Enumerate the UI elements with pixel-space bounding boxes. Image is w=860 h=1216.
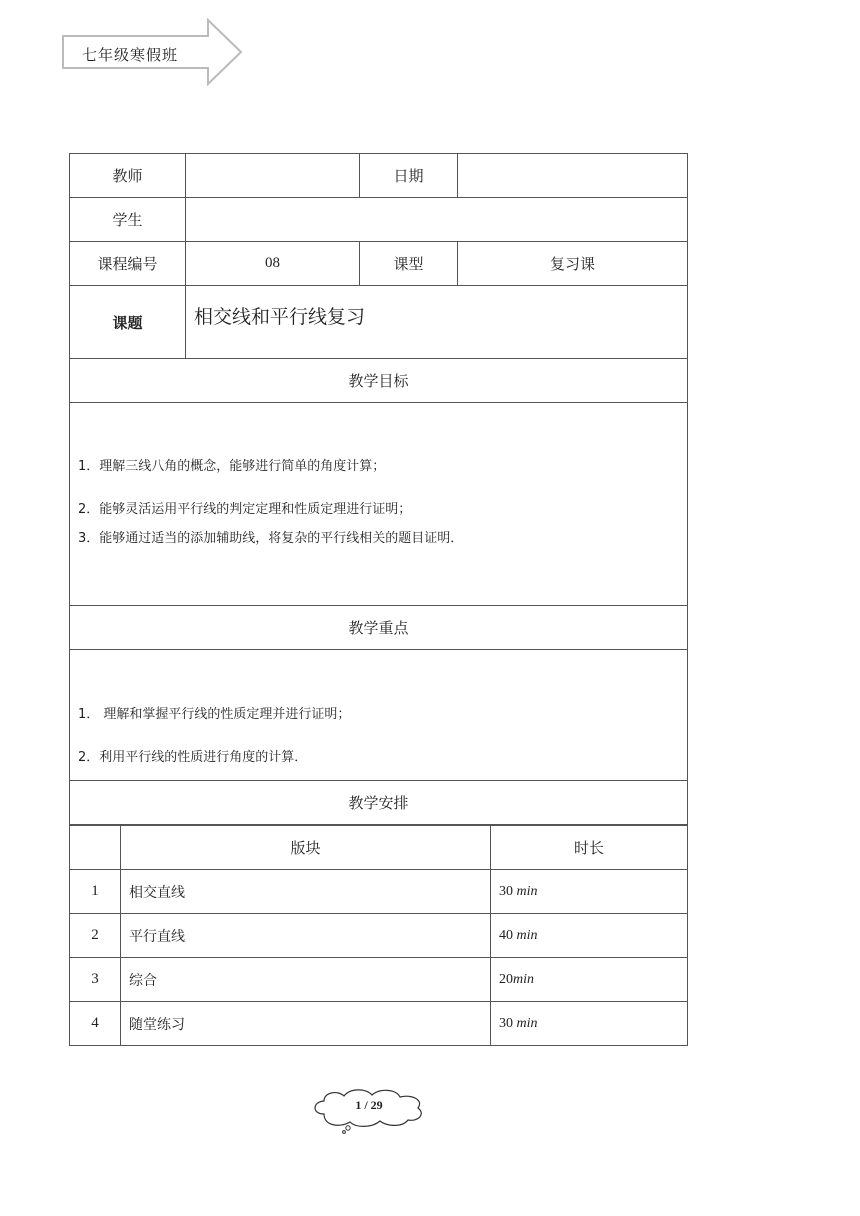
table-header-row [70, 826, 688, 870]
list-item: 3．能够通过适当的添加辅助线，将复杂的平行线相关的题目证明． [78, 531, 464, 546]
teacher-value [186, 154, 360, 198]
table-row [70, 914, 688, 958]
table-row [70, 650, 688, 781]
block-name: 相交直线 [121, 870, 491, 914]
no-column-header [70, 826, 121, 870]
student-label: 学生 [70, 198, 186, 242]
course-type-label: 课型 [360, 242, 458, 286]
date-label: 日期 [360, 154, 458, 198]
topic-value: 相交线和平行线复习 [186, 286, 688, 359]
row-number: 4 [70, 1002, 121, 1046]
table-row [70, 286, 688, 359]
focus-list [70, 650, 688, 781]
goals-list [70, 403, 688, 606]
table-row [70, 198, 688, 242]
table-row [70, 781, 688, 825]
block-column-header: 版块 [121, 826, 491, 870]
teacher-label: 教师 [70, 154, 186, 198]
table-row [70, 1002, 688, 1046]
page-indicator [310, 1086, 428, 1134]
table-row [70, 870, 688, 914]
block-name: 综合 [121, 958, 491, 1002]
course-type-value: 复习课 [458, 242, 688, 286]
block-name: 随堂练习 [121, 1002, 491, 1046]
duration: 30 min [491, 1002, 688, 1046]
course-no-value: 08 [186, 242, 360, 286]
page-number: 1 / 29 [355, 1098, 383, 1112]
list-item: 1． 理解和掌握平行线的性质定理并进行证明； [78, 707, 351, 722]
table-row [70, 403, 688, 606]
schedule-table [69, 825, 688, 1046]
row-number: 2 [70, 914, 121, 958]
table-row [70, 958, 688, 1002]
duration: 30 min [491, 870, 688, 914]
table-row [70, 154, 688, 198]
goals-heading: 教学目标 [70, 359, 688, 403]
course-no-label: 课程编号 [70, 242, 186, 286]
student-value [186, 198, 688, 242]
list-item: 2．利用平行线的性质进行角度的计算． [78, 750, 308, 765]
focus-heading: 教学重点 [70, 606, 688, 650]
date-value [458, 154, 688, 198]
table-row [70, 359, 688, 403]
list-item: 1．理解三线八角的概念，能够进行简单的角度计算； [78, 459, 386, 474]
list-item: 2．能够灵活运用平行线的判定定理和性质定理进行证明； [78, 502, 412, 517]
class-tag [60, 18, 245, 86]
schedule-heading: 教学安排 [70, 781, 688, 825]
class-tag-label: 七年级寒假班 [82, 46, 179, 64]
row-number: 1 [70, 870, 121, 914]
table-row [70, 606, 688, 650]
topic-label: 课题 [70, 286, 186, 359]
lesson-info-table [69, 153, 688, 825]
block-name: 平行直线 [121, 914, 491, 958]
duration: 40 min [491, 914, 688, 958]
table-row [70, 242, 688, 286]
duration: 20min [491, 958, 688, 1002]
duration-column-header: 时长 [491, 826, 688, 870]
row-number: 3 [70, 958, 121, 1002]
